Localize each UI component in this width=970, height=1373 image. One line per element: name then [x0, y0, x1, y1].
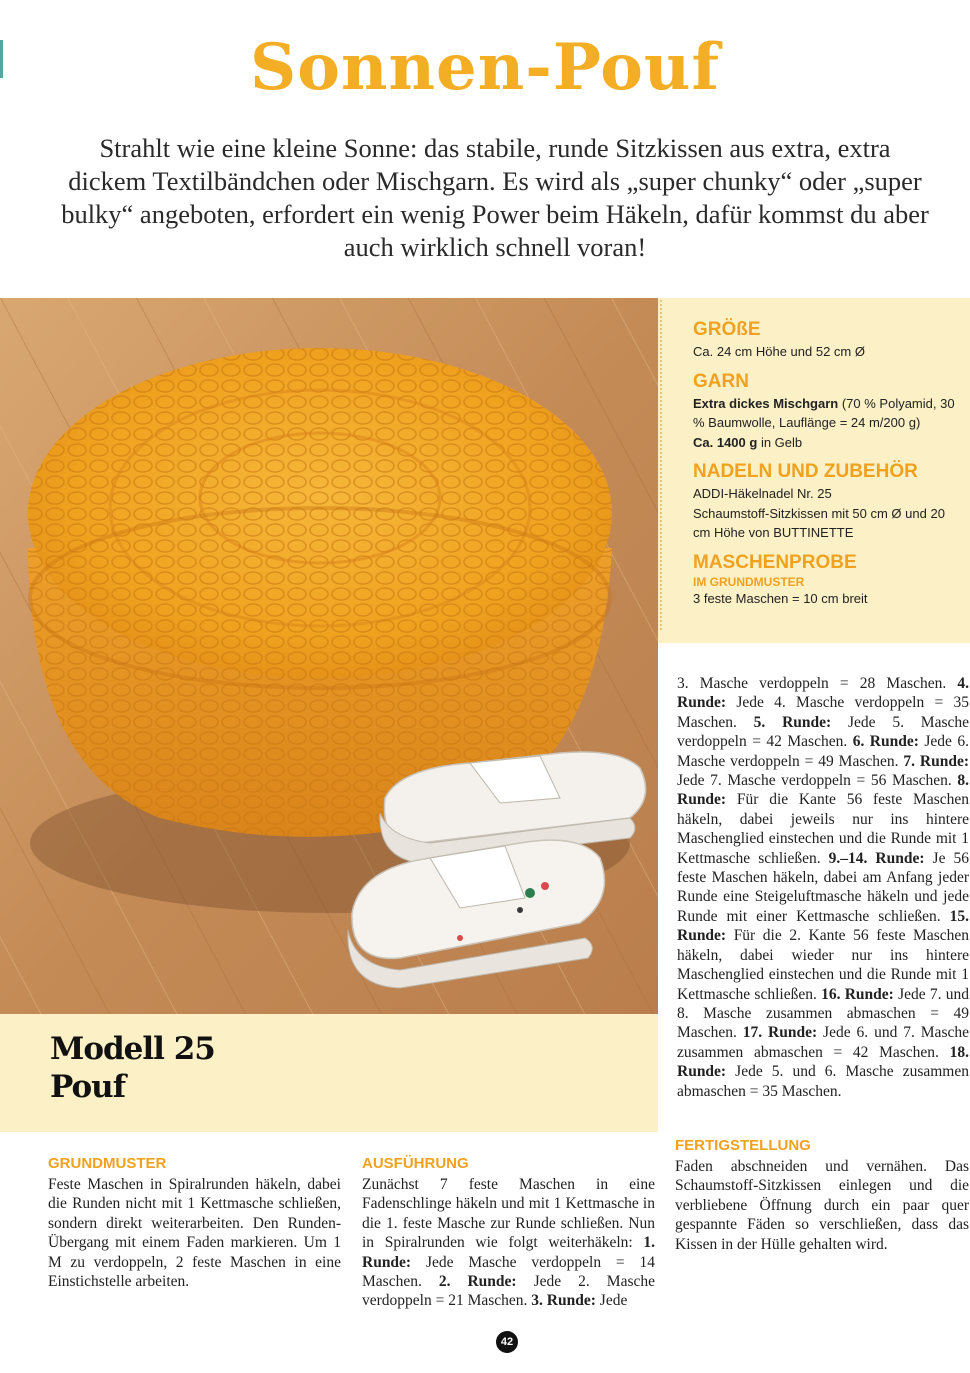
round-text: 3. Masche verdoppeln = 28 Maschen. — [677, 675, 958, 692]
round-text: Jede — [595, 1292, 628, 1310]
round-text: Jede 2. Masche verdoppeln = 21 Maschen. — [362, 1273, 655, 1310]
round-text: Jede 5. Masche verdoppeln = 42 Maschen. — [677, 713, 969, 751]
round-text: Jede 5. und 6. Masche zusammen abmaschen = 35 Maschen. — [677, 1063, 969, 1100]
round-label: 15. Runde: — [677, 907, 969, 945]
tools-line2: Schaumstoff-Sitzkissen mit 50 cm Ø und 20 cm Höhe von BUTTINETTE — [693, 505, 945, 540]
size-heading: GRÖßE — [693, 319, 761, 340]
rounds-continued — [677, 674, 969, 1101]
yarn-amount-text: in Gelb — [757, 434, 803, 450]
ausfuehrung-text — [362, 1175, 655, 1311]
round-text: Für die 2. Kante 56 feste Maschen häkeln, dabei wieder nur ins hintere Maschenglied einstechen und die Runde mit 1 Kettmasche schließen. — [677, 927, 969, 1003]
round-text: Jede 7. und 8. Masche zusammen abmaschen = 49 Maschen. — [677, 985, 969, 1042]
round-text: Jede 7. Masche verdoppeln = 56 Maschen. — [677, 772, 958, 790]
round-label: 16. Runde: — [821, 985, 894, 1003]
intro-text: Strahlt wie eine kleine Sonne: das stabile, runde Sitzkissen aus extra, extra dickem Textilbändchen oder Mischgarn. Es wird als „super chunky“ oder „super bulky“ angeboten, erfordert ein wenig Power beim Häkeln, dafür kommst du aber auch wirklich schnell voran! — [61, 133, 929, 262]
grundmuster-section — [48, 1155, 341, 1291]
stitch-border — [660, 300, 668, 630]
fertigstellung-section — [675, 1137, 969, 1254]
fertigstellung-heading: FERTIGSTELLUNG — [675, 1137, 811, 1154]
round-text: Jede Masche verdoppeln = 14 Maschen. — [362, 1253, 655, 1291]
tools-line1: ADDI-Häkelnadel Nr. 25 — [693, 486, 832, 501]
yarn-amount — [693, 433, 958, 453]
size-text: Ca. 24 cm Höhe und 52 cm Ø — [693, 344, 865, 359]
grundmuster-text: Feste Maschen in Spiralrunden häkeln, dabei die Runden nicht mit 1 Kettmasche schließen, sondern direkt weiterarbeiten. Den Runden-Übergang mit einem Faden markieren. Um 1 M zu verdoppeln, 2 feste Maschen in eine Einstichstelle arbeiten. — [48, 1176, 341, 1291]
round-label: 6. Runde: — [852, 733, 919, 751]
round-label: 18. Runde: — [677, 1043, 969, 1081]
round-label: 17. Runde: — [742, 1024, 818, 1042]
tools-heading: NADELN UND ZUBEHÖR — [693, 461, 918, 482]
yarn-amount-bold: Ca. 1400 g — [693, 434, 758, 450]
round-label: 7. Runde: — [903, 752, 969, 770]
yarn-detail: (70 % Polyamid, 30 % Baumwolle, Lauflänge = 24 m/200 g) — [693, 395, 955, 430]
model-name: Pouf — [50, 1069, 126, 1105]
grundmuster-heading: GRUNDMUSTER — [48, 1155, 167, 1172]
gauge-text: 3 feste Maschen = 10 cm breit — [693, 590, 868, 606]
round-text: Jede 4. Masche verdoppeln = 35 Maschen. — [677, 694, 969, 731]
page-title: Sonnen-Pouf — [250, 30, 720, 105]
ausfuehrung-heading: AUSFÜHRUNG — [362, 1155, 469, 1172]
page-number: 42 — [496, 1331, 518, 1353]
round-label: 1. Runde: — [362, 1234, 655, 1271]
round-text: Jede 6. Masche verdoppeln = 49 Maschen. — [677, 733, 969, 770]
round-label: 5. Runde: — [753, 713, 832, 731]
round-label: 4. Runde: — [677, 675, 969, 712]
yarn-text — [693, 394, 958, 433]
round-label: 2. Runde: — [438, 1273, 517, 1291]
materials-content — [693, 318, 958, 608]
gauge-heading: MASCHENPROBE — [693, 551, 857, 573]
model-title — [50, 1030, 215, 1106]
gauge-subheading: IM GRUNDMUSTER — [693, 574, 805, 589]
yarn-heading: GARN — [693, 370, 749, 392]
round-text: Für die Kante 56 feste Maschen häkeln, dabei jeweils nur ins hintere Maschenglied einstechen und die Runde mit 1 Kettmasche schließen. — [677, 791, 969, 867]
round-label: 8. Runde: — [677, 772, 969, 809]
pouf-photo — [0, 298, 658, 1014]
round-text: Je 56 feste Maschen häkeln, dabei am Anfang jeder Runde eine Steigeluftmasche häkeln und jede Runde mit einer Kettmasche schließen. — [677, 849, 969, 925]
yarn-bold: Extra dickes Mischgarn — [693, 395, 839, 411]
fertigstellung-text: Faden abschneiden und vernähen. Das Schaumstoff-Sitzkissen einlegen und die verbliebene Öffnung durch ein paar quer gespannte Fäden so verschließen, dass das Kissen in der Hülle gehalten wird. — [675, 1158, 969, 1253]
round-text: Jede 6. und 7. Masche zusammen abmaschen = 42 Maschen. — [677, 1024, 969, 1061]
ausfuehrung-section — [362, 1155, 655, 1311]
model-number: Modell 25 — [50, 1031, 215, 1067]
ausfuehrung-intro: Zunächst 7 feste Maschen in eine Fadenschlinge häkeln und mit 1 Kettmasche in die 1. feste Masche zur Runde schließen. Nun in Spiralrunden wie folgt weiterhäkeln: — [362, 1176, 655, 1252]
round-label: 3. Runde: — [531, 1292, 596, 1310]
round-label: 9.–14. Runde: — [828, 849, 925, 867]
